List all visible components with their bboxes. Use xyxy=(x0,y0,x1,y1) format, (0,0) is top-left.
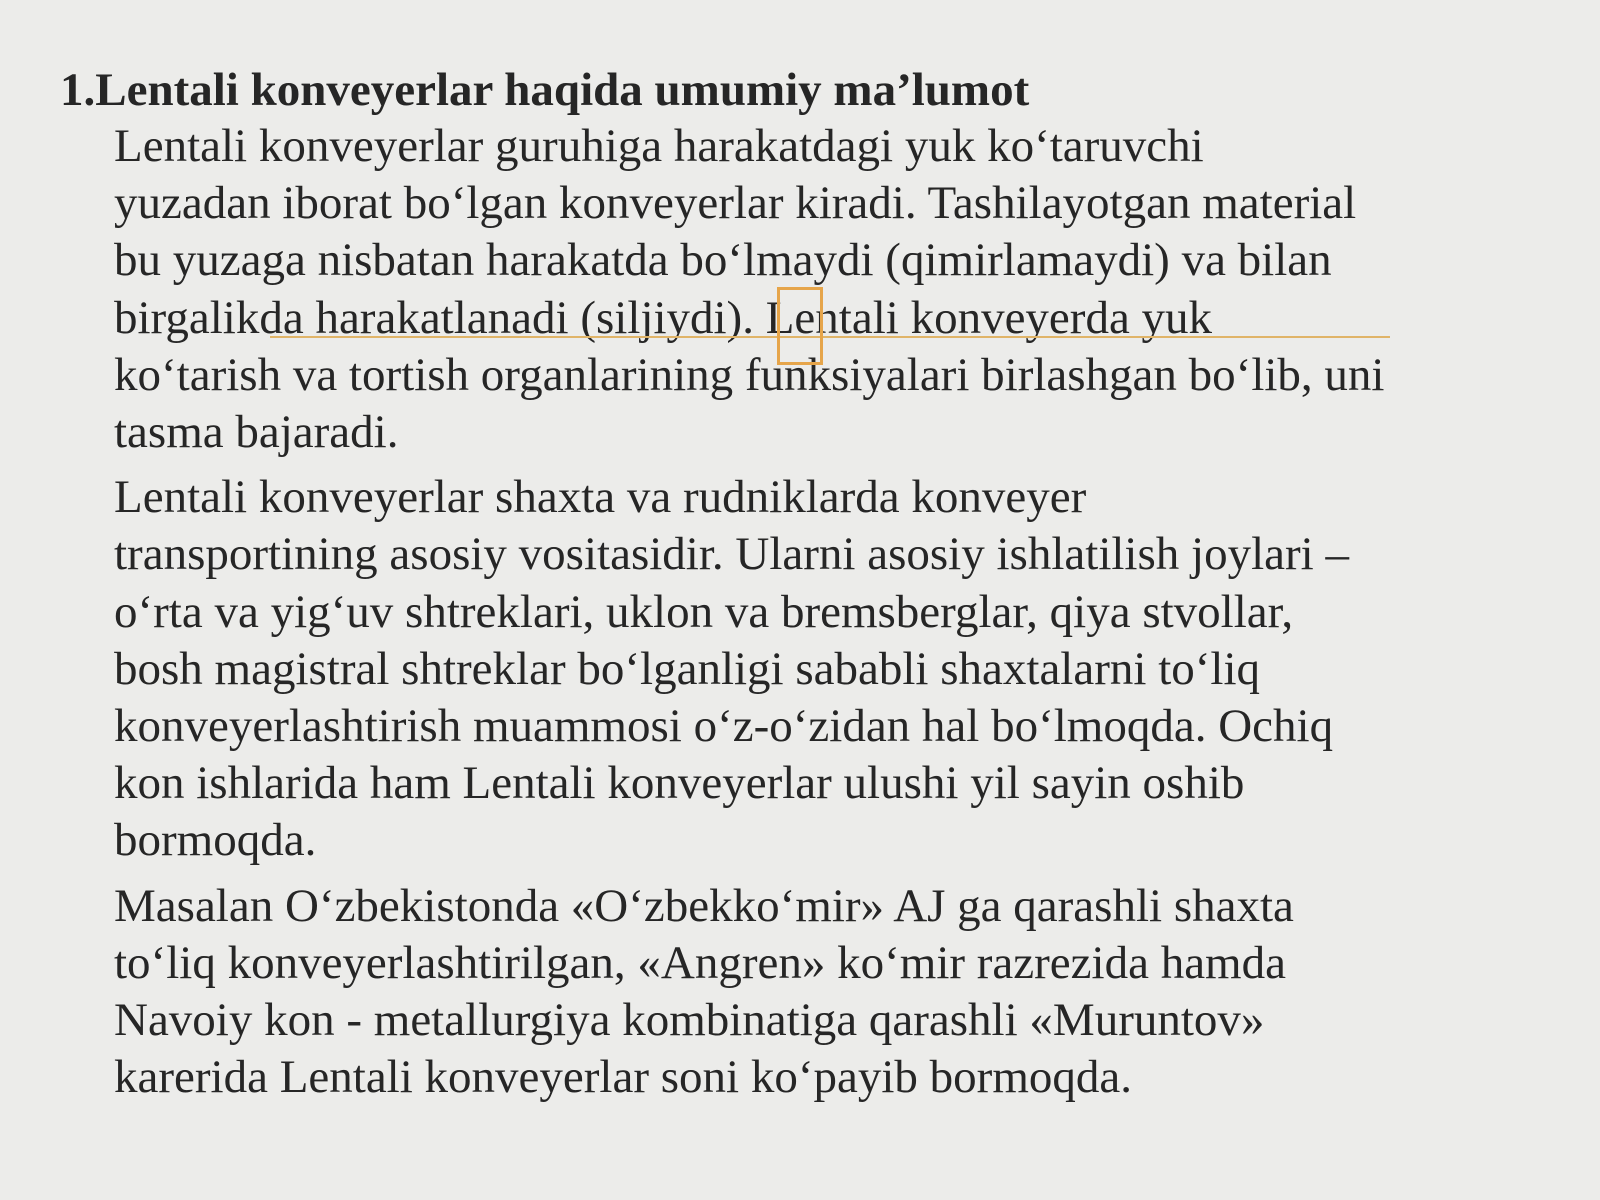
text-line: yuzadan iborat bo‘lgan konveyerlar kiradi. Tashilayotgan material xyxy=(114,177,1357,230)
text-line: Lentali konveyerlar guruhiga harakatdagi yuk ko‘taruvchi xyxy=(114,120,1204,172)
text-line: bormoqda. xyxy=(114,814,317,867)
text-line: kon ishlarida ham Lentali konveyerlar ulushi yil sayin oshib xyxy=(114,757,1245,810)
paragraph-2 xyxy=(60,469,1550,869)
text-line: to‘liq konveyerlashtirilgan, «Angren» ko‘mir razrezida hamda xyxy=(114,936,1286,989)
slide-content xyxy=(60,62,1550,1106)
text-line: tasma bajaradi. xyxy=(114,406,399,459)
text-line: Navoiy kon - metallurgiya kombinatiga qarashli «Muruntov» xyxy=(114,994,1265,1047)
text-line: birgalikda harakatlanadi (siljiydi). Lentali konveyerda yuk xyxy=(114,291,1213,344)
text-line: Lentali konveyerlar shaxta va rudniklarda konveyer xyxy=(114,471,1087,524)
text-line: Masalan O‘zbekistonda «O‘zbekko‘mir» AJ ga qarashli shaxta xyxy=(114,879,1294,932)
text-line: transportining asosiy vositasidir. Ularni asosiy ishlatilish joylari – xyxy=(114,528,1349,581)
text-line: bu yuzaga nisbatan harakatda bo‘lmaydi (qimirlamaydi) va bilan xyxy=(114,234,1332,287)
decorative-line xyxy=(270,336,1390,338)
text-line: bosh magistral shtreklar bo‘lganligi sababli shaxtalarni to‘liq xyxy=(114,642,1261,695)
paragraph-3 xyxy=(60,878,1550,1107)
selection-box[interactable] xyxy=(777,287,823,365)
text-line: konveyerlashtirish muammosi o‘z-o‘zidan hal bo‘lmoqda. Ochiq xyxy=(114,700,1334,753)
text-line: karerida Lentali konveyerlar soni ko‘payib bormoqda. xyxy=(114,1051,1132,1104)
text-line: o‘rta va yig‘uv shtreklari, uklon va bremsberglar, qiya stvollar, xyxy=(114,585,1294,638)
slide-title: 1.Lentali konveyerlar haqida umumiy ma’lumot xyxy=(60,64,1030,116)
text-line: ko‘tarish va tortish organlarining funksiyalari birlashgan bo‘lib, uni xyxy=(114,348,1385,401)
